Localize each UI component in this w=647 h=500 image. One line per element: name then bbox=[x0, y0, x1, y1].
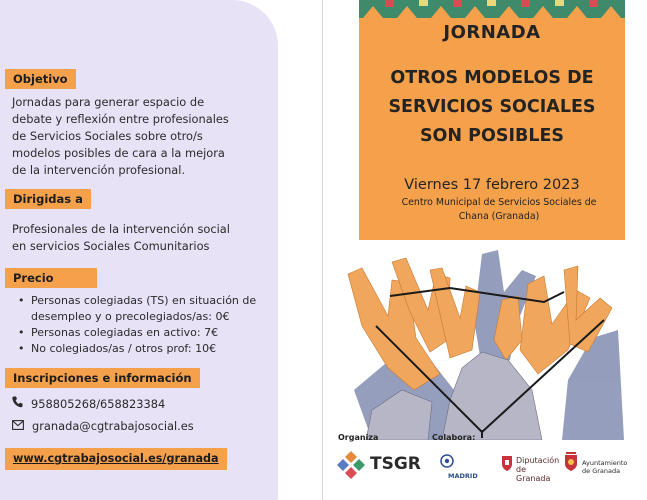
event-date: Viernes 17 febrero 2023 bbox=[404, 177, 580, 193]
decorative-pattern bbox=[359, 0, 625, 18]
event-venue: Centro Municipal de Servicios Sociales de Chana (Granada) bbox=[401, 197, 597, 222]
diputacion-mark-icon bbox=[500, 454, 514, 472]
title-banner bbox=[359, 0, 625, 240]
inscripciones-label: Inscripciones e información bbox=[5, 368, 200, 388]
phone-number[interactable]: 958805268/658823384 bbox=[31, 396, 166, 411]
email-contact bbox=[12, 419, 194, 433]
dirigidas-text: Profesionales de la intervención social en servicios Sociales Comunitarios bbox=[12, 222, 230, 253]
list-item: • Personas colegiadas (TS) en situación de desempleo y o precolegiados/as: 0€ bbox=[18, 293, 268, 325]
organiza-label: Organiza bbox=[338, 433, 379, 442]
ayuntamiento-logo: Ayuntamiento de Granada bbox=[562, 450, 632, 486]
list-item: • No colegiados/as / otros prof: 10€ bbox=[18, 341, 268, 357]
granada-crest-icon bbox=[562, 450, 580, 472]
colabora-label: Colabora: bbox=[432, 433, 476, 442]
phone-contact bbox=[12, 396, 165, 411]
madrid-logo: MADRID bbox=[440, 450, 496, 484]
mail-icon bbox=[12, 419, 24, 433]
precio-list bbox=[18, 293, 268, 357]
objetivo-text: Jornadas para generar espacio de debate y reflexión entre profesionales de Servicios Sociales sobre otro/s modelos posibles de cara a la mejora de la intervención profesional. bbox=[12, 95, 229, 177]
event-type: JORNADA bbox=[443, 22, 541, 43]
website-link[interactable]: www.cgtrabajosocial.es/granada bbox=[5, 448, 227, 470]
fold-line bbox=[322, 0, 323, 500]
email-address[interactable]: granada@cgtrabajosocial.es bbox=[32, 419, 194, 433]
tsgr-mark-icon bbox=[334, 448, 368, 482]
diputacion-logo: Diputación de Granada bbox=[500, 452, 560, 486]
hands-illustration bbox=[332, 240, 632, 440]
madrid-mark-icon bbox=[440, 454, 454, 468]
phone-icon bbox=[12, 396, 23, 411]
info-panel bbox=[0, 0, 278, 500]
list-item: • Personas colegiadas en activo: 7€ bbox=[18, 325, 268, 341]
objetivo-label: Objetivo bbox=[5, 69, 76, 89]
precio-label: Precio bbox=[5, 268, 97, 288]
page-title: OTROS MODELOS DE SERVICIOS SOCIALES SON POSIBLES bbox=[388, 68, 596, 146]
dirigidas-label: Dirigidas a bbox=[5, 189, 91, 209]
tsgr-logo: TSGR bbox=[334, 448, 424, 484]
